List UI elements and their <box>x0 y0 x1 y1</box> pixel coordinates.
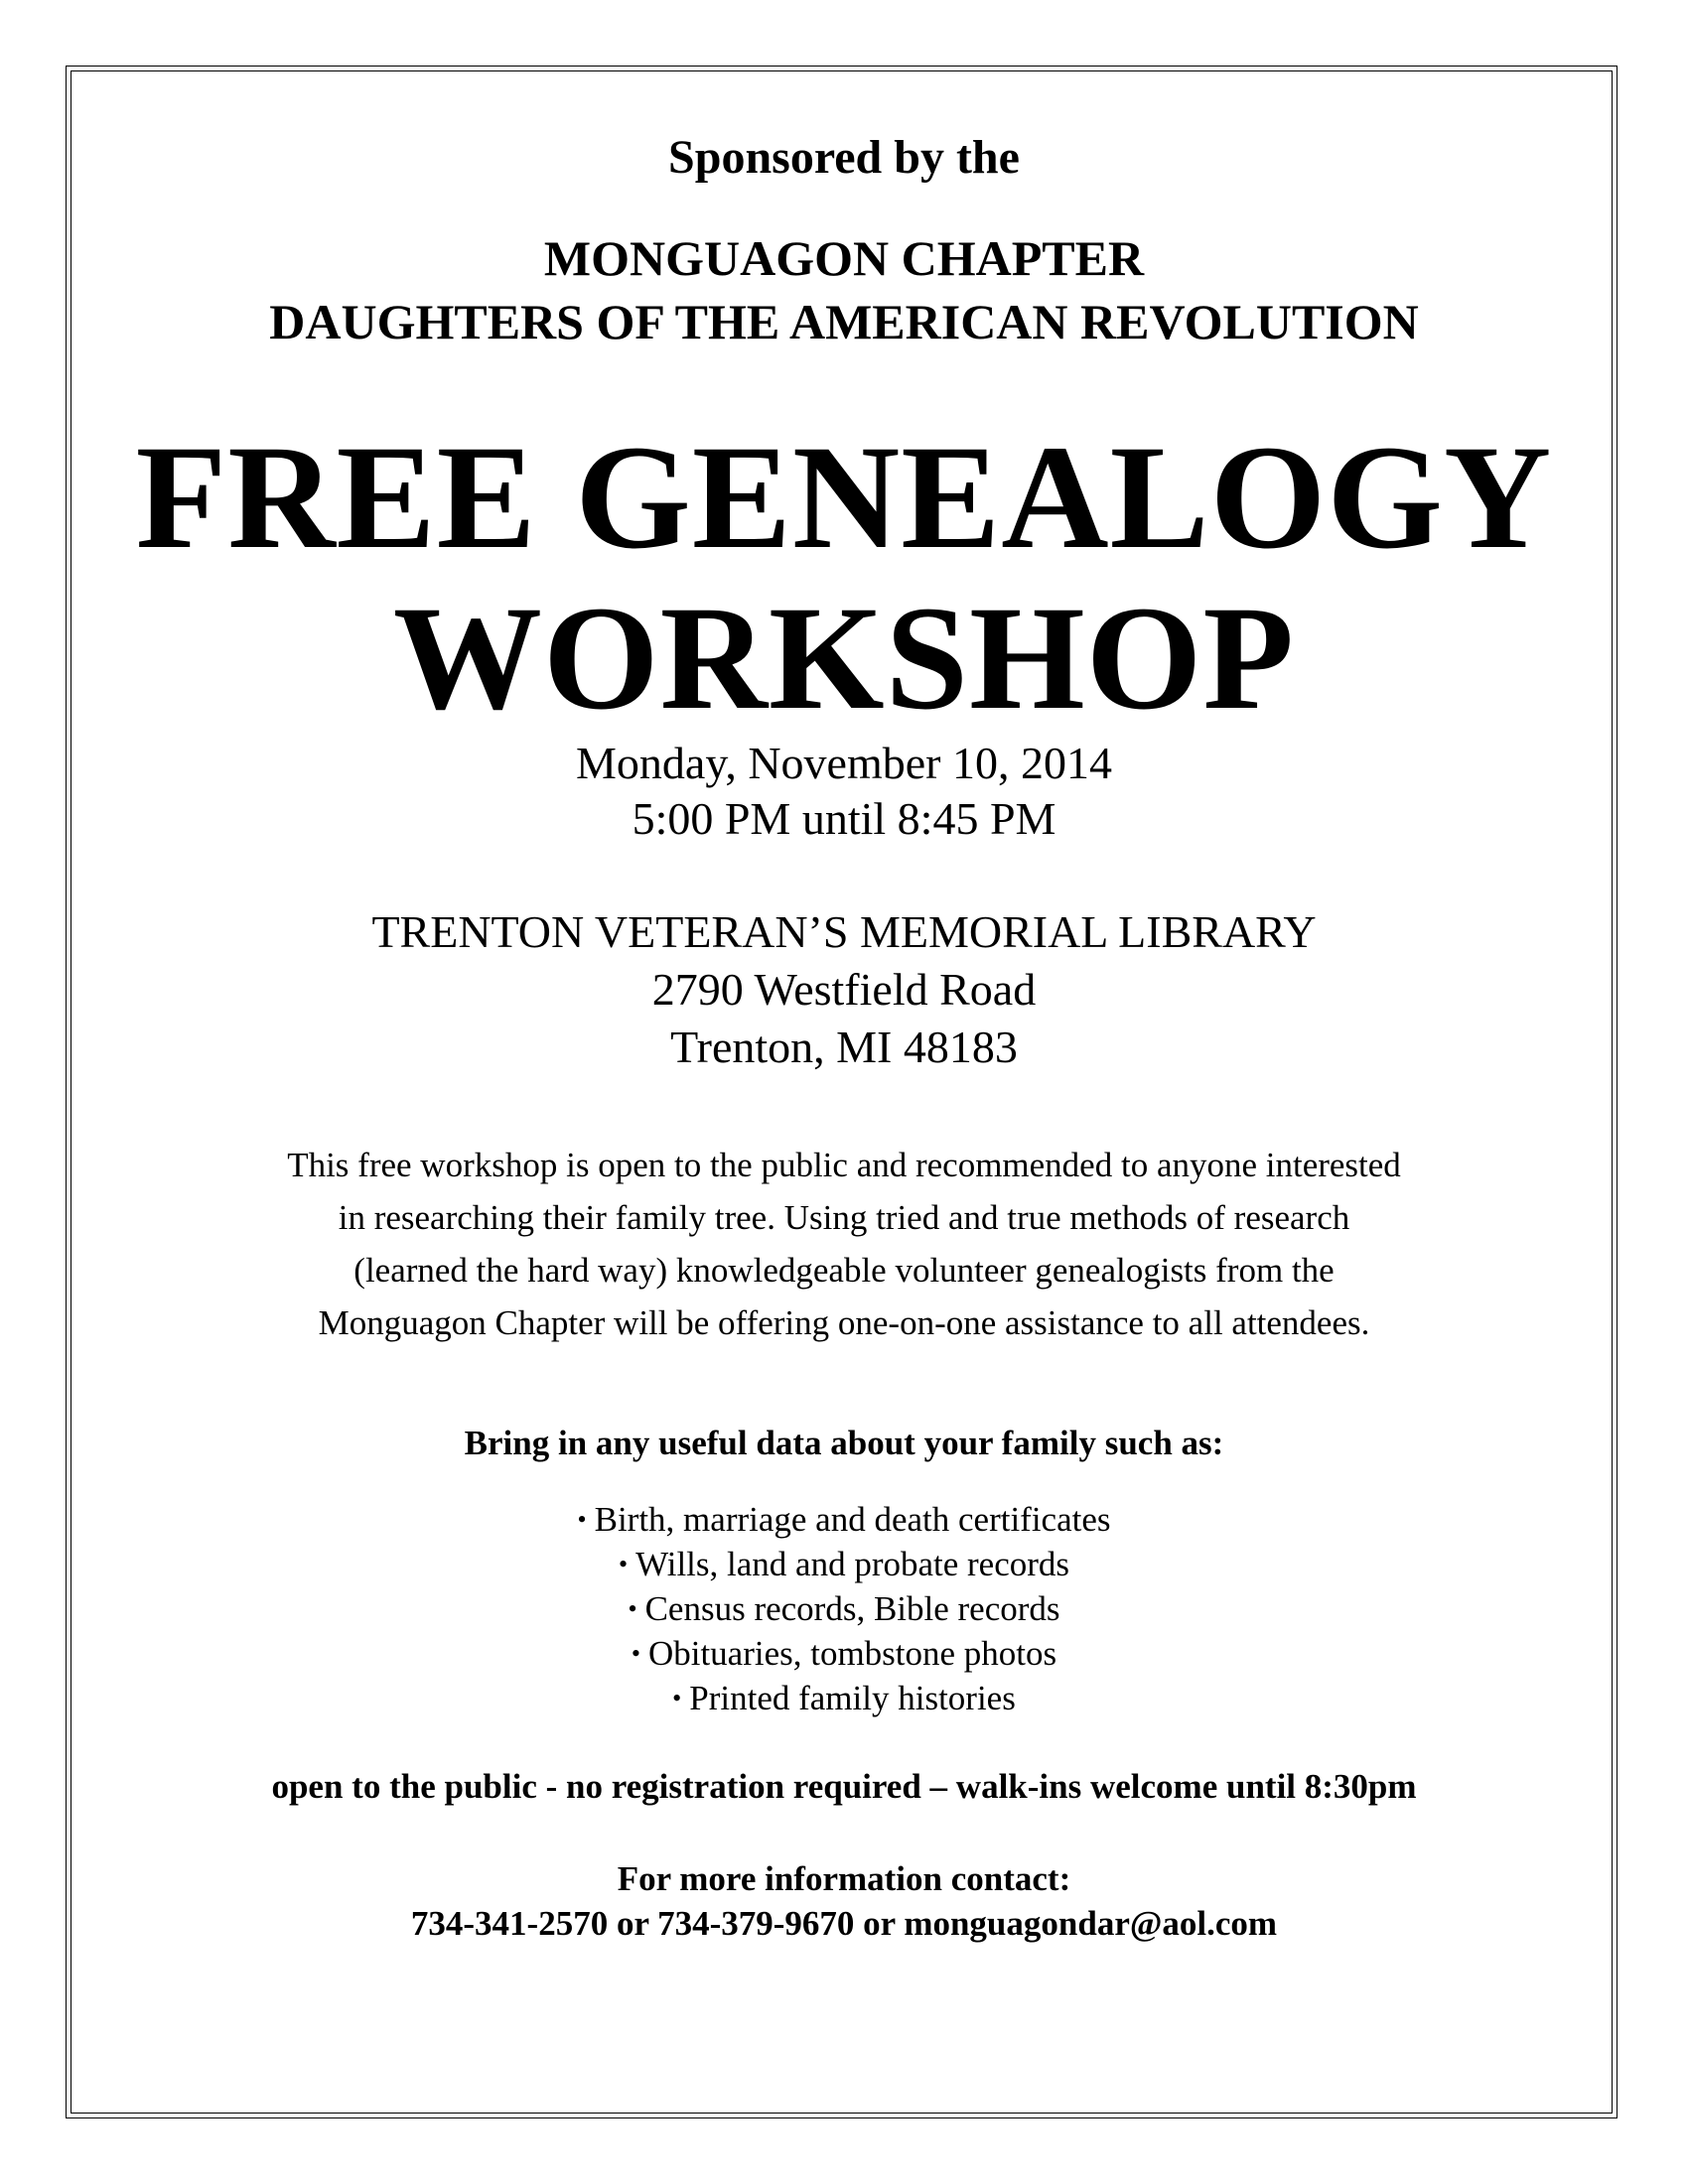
description-line: in researching their family tree. Using tried and true methods of research <box>338 1198 1350 1237</box>
bring-heading-text: Bring in any useful data about your family such as: <box>464 1424 1224 1462</box>
bullet-icon: • <box>631 1639 640 1668</box>
list-item <box>79 1542 1609 1586</box>
description-line: (learned the hard way) knowledgeable volunteer genealogists from the <box>353 1251 1335 1290</box>
page-title <box>79 417 1609 739</box>
event-time: 5:00 PM until 8:45 PM <box>632 793 1056 844</box>
event-description <box>79 1139 1609 1349</box>
sponsored-intro: Sponsored by the <box>668 131 1020 184</box>
list-item <box>79 1586 1609 1631</box>
bullet-icon: • <box>577 1505 587 1534</box>
public-notice <box>79 1765 1609 1809</box>
list-item <box>79 1497 1609 1542</box>
title-line-2: WORKSHOP <box>392 576 1296 741</box>
event-venue <box>79 903 1609 1076</box>
list-item-text: Wills, land and probate records <box>635 1545 1070 1583</box>
contact-heading: For more information contact: <box>617 1859 1071 1898</box>
list-item-text: Obituaries, tombstone photos <box>647 1634 1057 1673</box>
list-item-text: Census records, Bible records <box>644 1589 1060 1628</box>
contact-info <box>79 1856 1609 1946</box>
bring-list <box>79 1497 1609 1720</box>
list-item <box>79 1631 1609 1676</box>
venue-street: 2790 Westfield Road <box>651 964 1037 1015</box>
bullet-icon: • <box>628 1594 637 1623</box>
sponsored-by <box>79 130 1609 186</box>
bring-heading <box>79 1422 1609 1465</box>
list-item-text: Printed family histories <box>689 1679 1016 1717</box>
contact-details: 734-341-2570 or 734-379-9670 or monguagondar@aol.com <box>410 1904 1278 1943</box>
description-line: Monguagon Chapter will be offering one-on-one assistance to all attendees. <box>318 1303 1370 1342</box>
venue-city: Trenton, MI 48183 <box>670 1022 1018 1072</box>
list-item-text: Birth, marriage and death certificates <box>594 1500 1111 1539</box>
event-datetime <box>79 736 1609 847</box>
venue-name: TRENTON VETERAN’S MEMORIAL LIBRARY <box>371 906 1317 957</box>
list-item <box>79 1676 1609 1720</box>
bullet-icon: • <box>618 1550 629 1578</box>
bullet-icon: • <box>672 1684 682 1712</box>
title-line-1: FREE GENEALOGY <box>135 415 1553 580</box>
description-line: This free workshop is open to the public and recommended to anyone interested <box>287 1146 1401 1184</box>
sponsor-org-line-2: DAUGHTERS OF THE AMERICAN REVOLUTION <box>269 294 1419 349</box>
public-notice-text: open to the public - no registration required – walk-ins welcome until 8:30pm <box>271 1767 1417 1806</box>
event-date: Monday, November 10, 2014 <box>576 738 1112 788</box>
sponsor-org-line-1: MONGUAGON CHAPTER <box>543 230 1145 286</box>
sponsor-organization <box>79 226 1609 353</box>
